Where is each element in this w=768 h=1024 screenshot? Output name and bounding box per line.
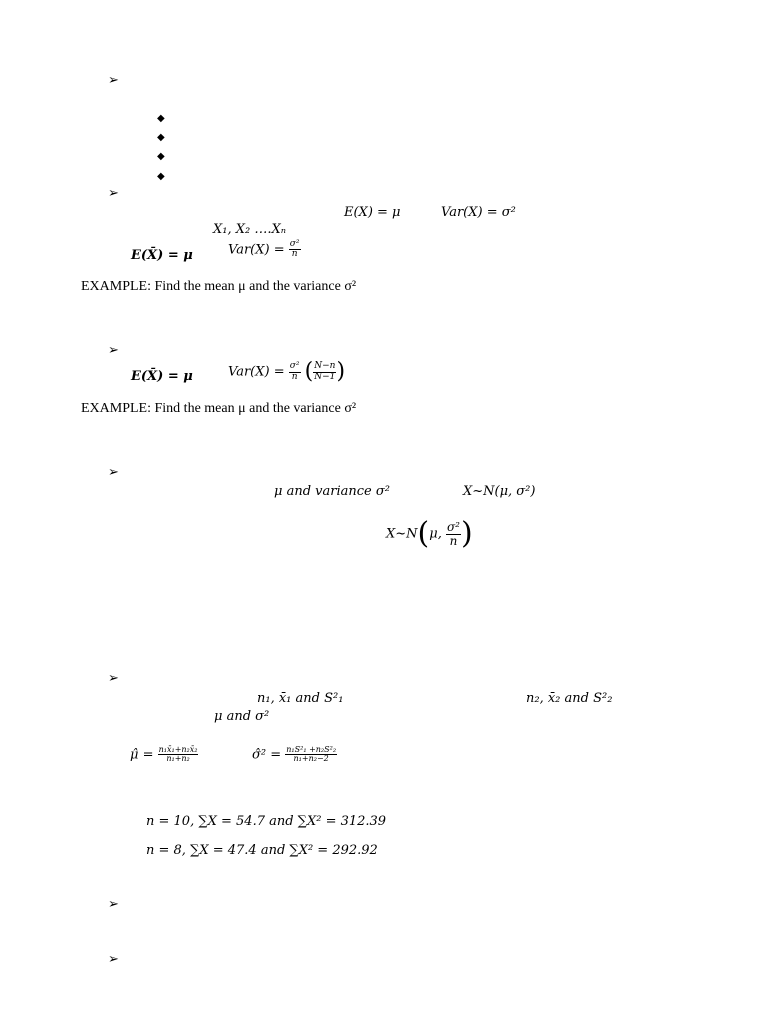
variance-lhs: Var(X) = xyxy=(228,242,285,258)
section-arrow-5: ➢ xyxy=(108,671,119,686)
finite-variance-fraction xyxy=(289,362,301,382)
finite-variance-lhs: Var(X) = xyxy=(228,364,285,380)
pooled-mean xyxy=(130,746,198,764)
pooled-mean-denominator: n₁+n₂ xyxy=(166,754,190,764)
section-arrow-7: ➢ xyxy=(108,952,119,967)
pooled-variance-lhs: σ̂² = xyxy=(252,747,282,763)
pooled-variance xyxy=(252,746,337,764)
section-arrow-3: ➢ xyxy=(108,343,119,358)
sample-data-1: n = 10, ∑X = 54.7 and ∑X² = 312.39 xyxy=(146,814,387,829)
sampling-denominator: n xyxy=(449,533,458,548)
finite-variance-numerator: σ² xyxy=(289,361,300,372)
normal-distribution: X~N(μ, σ²) xyxy=(463,484,536,499)
example-2: EXAMPLE: Find the mean μ and the variance σ² xyxy=(81,401,357,416)
pooled-variance-numerator: n₁S²₁ +n₂S²₂ xyxy=(286,745,337,754)
fpc-numerator: N−n xyxy=(314,361,336,372)
example-1: EXAMPLE: Find the mean μ and the variance σ² xyxy=(81,279,357,294)
sample-data-2: n = 8, ∑X = 47.4 and ∑X² = 292.92 xyxy=(146,843,378,858)
sample-mean-variance xyxy=(228,240,301,260)
sample-list: X₁, X₂ ….Xₙ xyxy=(213,222,286,237)
sample-mean-expectation: E(X̄) = μ xyxy=(131,248,193,263)
pooled-variance-fraction xyxy=(285,746,337,764)
fpc-fraction xyxy=(313,362,336,382)
variance-numerator: σ² xyxy=(289,239,300,249)
bullet-1: ◆ xyxy=(157,113,165,124)
variance-denominator: n xyxy=(291,249,298,260)
mu-and-sigma: μ and σ² xyxy=(214,709,270,724)
sampling-distribution: X~N(μ, $\frac{\text{σ²}}{n}$ ) xyxy=(386,516,473,551)
bullet-3: ◆ xyxy=(157,151,165,162)
finite-variance: Var(X) = $\frac{\text{σ²}}{n}$ ( $\frac{N-n}{N-1}$ ) xyxy=(228,359,346,384)
pooled-mean-fraction xyxy=(158,746,199,764)
sampling-fraction xyxy=(446,521,461,547)
section-arrow-1: ➢ xyxy=(108,73,119,88)
sampling-numerator: σ² xyxy=(446,519,460,534)
variance-fraction xyxy=(289,240,301,260)
mu-and-variance: μ and variance σ² xyxy=(274,484,390,499)
pooled-mean-lhs: μ̂ = xyxy=(130,747,154,763)
sampling-mu: μ, xyxy=(429,526,442,542)
section-arrow-4: ➢ xyxy=(108,465,119,480)
population-mean-eq: E(X) = μ xyxy=(344,205,401,220)
pooled-variance-denominator: n₁+n₂−2 xyxy=(293,754,329,764)
bullet-4: ◆ xyxy=(157,171,165,182)
finite-variance-denominator: n xyxy=(291,371,298,382)
sample-1-stats: n₁, x̄₁ and S²₁ xyxy=(257,691,344,706)
population-var-eq: Var(X) = σ² xyxy=(441,205,516,220)
section-arrow-2: ➢ xyxy=(108,186,119,201)
pooled-mean-numerator: n₁x̄₁+n₂x̄₂ xyxy=(158,745,198,754)
section-arrow-6: ➢ xyxy=(108,897,119,912)
sampling-lhs: X~N xyxy=(386,526,418,542)
fpc-denominator: N−1 xyxy=(314,371,336,382)
bullet-2: ◆ xyxy=(157,132,165,143)
finite-mean-expectation: E(X̄) = μ xyxy=(131,369,193,384)
sample-2-stats: n₂, x̄₂ and S²₂ xyxy=(526,691,613,706)
